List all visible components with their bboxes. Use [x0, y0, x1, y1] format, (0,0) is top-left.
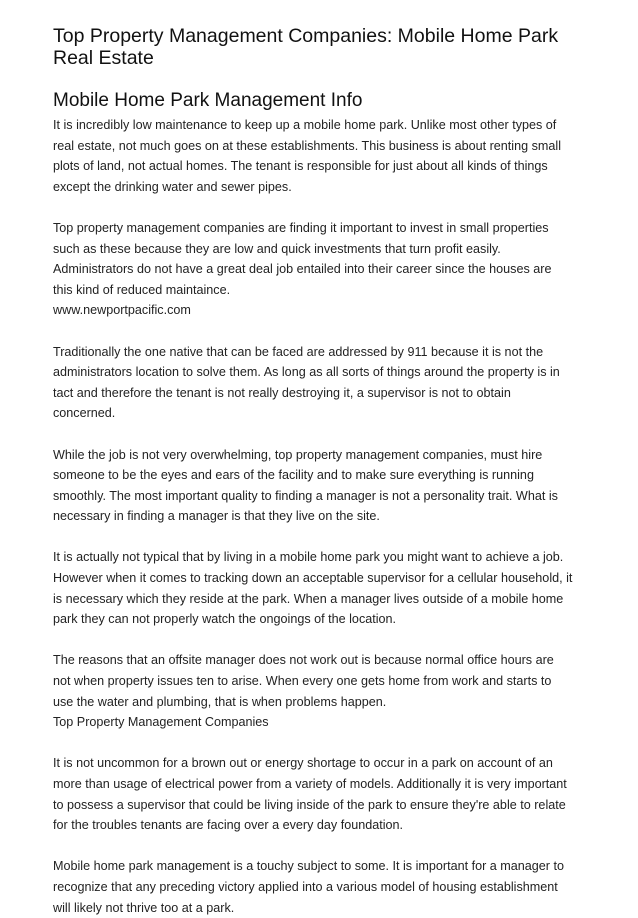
text-line: more than usage of electrical power from a variety of models. Additionally it is very important: [53, 777, 567, 791]
text-line: www.newportpacific.com: [53, 303, 191, 318]
text-line: use the water and plumbing, that is when problems happen.: [53, 694, 387, 709]
paragraph: [53, 856, 588, 918]
text-line: It is incredibly low maintenance to keep up a mobile home park. Unlike most other types of: [53, 118, 557, 132]
text-line: for the troubles tenants are facing over a every day foundation.: [53, 818, 404, 833]
text-line: necessary in finding a manager is that they live on the site.: [53, 509, 380, 524]
text-line: such as these because they are low and quick investments that turn profit easily.: [53, 241, 501, 256]
paragraph: [53, 547, 588, 629]
page-title: [53, 25, 588, 69]
section-heading: Mobile Home Park Management Info: [53, 90, 363, 111]
text-line: smoothly. The most important quality to finding a manager is not a personality trait. What is: [53, 488, 558, 503]
paragraph: [53, 342, 588, 424]
text-line: plots of land, not actual homes. The tenant is responsible for just about all kinds of things: [53, 159, 548, 174]
paragraph: [53, 650, 588, 732]
text-line: will likely not thrive too at a park.: [53, 900, 235, 915]
text-line: is necessary which they reside at the park. When a manager lives outside of a mobile home: [53, 591, 564, 606]
paragraph: [53, 753, 588, 835]
text-line: park they can not properly watch the ongoings of the location.: [53, 612, 397, 627]
text-line: However when it comes to tracking down an acceptable supervisor for a cellular household, it: [53, 571, 573, 586]
text-line: It is actually not typical that by living in a mobile home park you might want to achieve a job.: [53, 550, 564, 565]
title-line: Top Property Management Companies: Mobile Home Park: [53, 25, 559, 47]
text-line: real estate, not much goes on at these establishments. This business is about renting small: [53, 138, 561, 153]
paragraph: [53, 115, 588, 197]
text-line: this kind of reduced maintaince.: [53, 282, 231, 297]
text-line: someone to be the eyes and ears of the facility and to make sure everything is running: [53, 468, 534, 483]
text-line: recognize that any preceding victory applied into a various model of housing establishment: [53, 879, 558, 894]
paragraph: [53, 218, 588, 321]
text-line: not when property issues ten to arise. When every one gets home from work and starts to: [53, 674, 552, 689]
text-line: Traditionally the one native that can be faced are addressed by 911 because it is not the: [53, 344, 544, 359]
text-line: concerned.: [53, 406, 116, 421]
text-line: tact and therefore the tenant is not really destroying it, a supervisor is not to obtain: [53, 385, 511, 400]
text-line: Top Property Management Companies: [53, 715, 269, 730]
text-line: to possess a supervisor that could be living inside of the park to ensure they're able to relate: [53, 797, 566, 812]
text-line: Mobile home park management is a touchy subject to some. It is important for a manager to: [53, 859, 564, 874]
title-line: Real Estate: [53, 47, 154, 69]
text-line: It is not uncommon for a brown out or energy shortage to occur in a park on account of an: [53, 756, 553, 771]
body-text: [53, 115, 588, 918]
text-line: Administrators do not have a great deal job entailed into their career since the houses are: [53, 262, 552, 277]
text-line: While the job is not very overwhelming, top property management companies, must hire: [53, 447, 543, 462]
text-line: administrators location to solve them. As long as all sorts of things around the property is in: [53, 365, 560, 380]
text-line: except the drinking water and sewer pipes.: [53, 179, 292, 194]
paragraph: [53, 445, 588, 527]
text-line: The reasons that an offsite manager does not work out is because normal office hours are: [53, 653, 554, 668]
text-line: Top property management companies are finding it important to invest in small properties: [53, 220, 549, 235]
